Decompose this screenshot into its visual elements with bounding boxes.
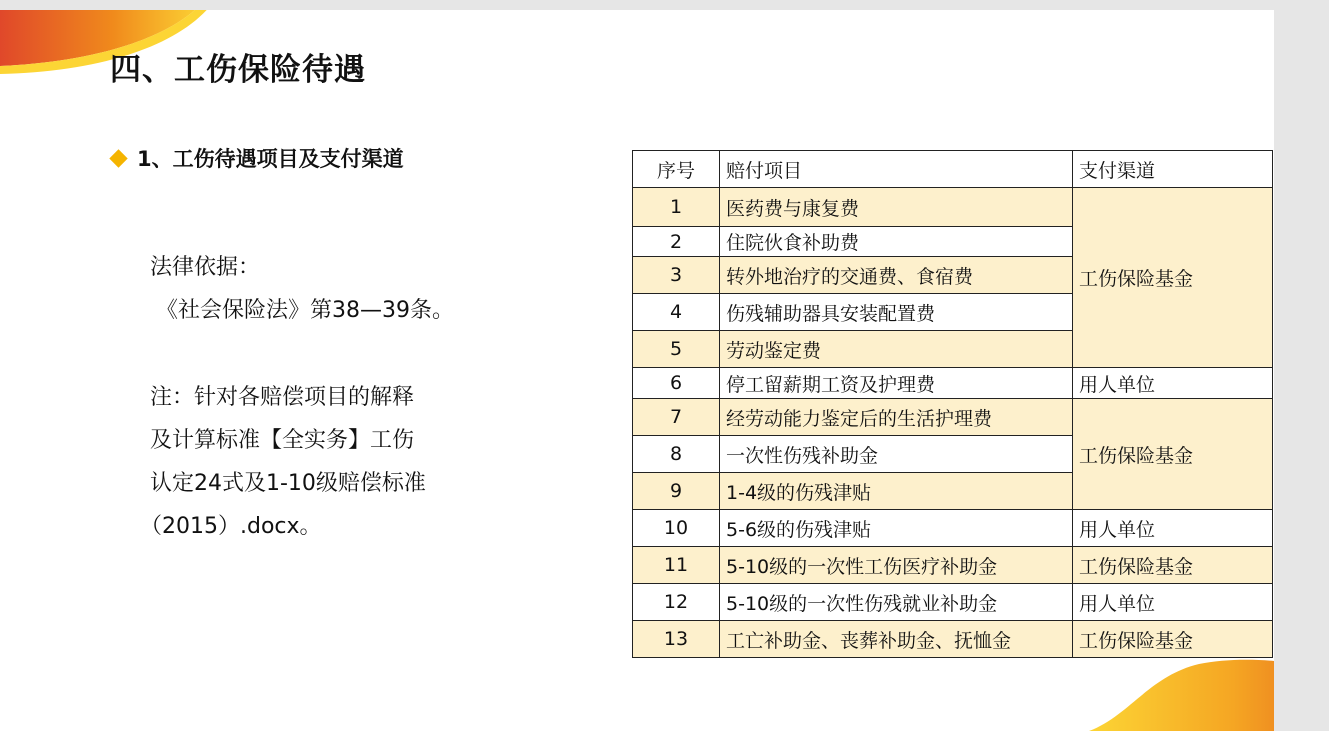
row-channel: 用人单位	[1073, 510, 1273, 547]
row-item: 转外地治疗的交通费、食宿费	[720, 257, 1073, 294]
row-channel: 工伤保险基金	[1073, 547, 1273, 584]
row-item: 伤残辅助器具安装配置费	[720, 294, 1073, 331]
row-channel: 用人单位	[1073, 368, 1273, 399]
table-row	[633, 547, 1273, 584]
note-line-4: （2015）.docx。	[140, 514, 322, 539]
table-row	[633, 584, 1273, 621]
header-item: 赔付项目	[720, 151, 1073, 188]
row-channel: 工伤保险基金	[1073, 399, 1273, 510]
table-header-row	[633, 151, 1273, 188]
note-line-3: 认定24式及1-10级赔偿标准	[150, 471, 426, 496]
row-item: 医药费与康复费	[720, 188, 1073, 227]
row-item: 1-4级的伤残津贴	[720, 473, 1073, 510]
page-title: 四、工伤保险待遇	[110, 52, 366, 88]
note	[140, 376, 426, 548]
table-row	[633, 368, 1273, 399]
row-channel: 用人单位	[1073, 584, 1273, 621]
row-item: 停工留薪期工资及护理费	[720, 368, 1073, 399]
header-channel: 支付渠道	[1073, 151, 1273, 188]
row-seq: 4	[633, 294, 720, 331]
row-seq: 8	[633, 436, 720, 473]
row-item: 5-10级的一次性伤残就业补助金	[720, 584, 1073, 621]
subtitle-text: 1、工伤待遇项目及支付渠道	[137, 147, 404, 171]
section-subtitle	[112, 143, 404, 173]
row-seq: 11	[633, 547, 720, 584]
row-seq: 2	[633, 227, 720, 257]
row-seq: 9	[633, 473, 720, 510]
row-channel: 工伤保险基金	[1073, 188, 1273, 368]
diamond-bullet-icon	[109, 149, 127, 167]
row-item: 经劳动能力鉴定后的生活护理费	[720, 399, 1073, 436]
row-item: 工亡补助金、丧葬补助金、抚恤金	[720, 621, 1073, 658]
row-seq: 10	[633, 510, 720, 547]
table-row	[633, 188, 1273, 227]
corner-decoration-bottom-right	[1089, 656, 1274, 731]
row-seq: 5	[633, 331, 720, 368]
row-item: 住院伙食补助费	[720, 227, 1073, 257]
row-seq: 7	[633, 399, 720, 436]
legal-basis-label: 法律依据：	[150, 255, 261, 280]
row-seq: 6	[633, 368, 720, 399]
row-item: 一次性伤残补助金	[720, 436, 1073, 473]
table-row	[633, 510, 1273, 547]
row-channel: 工伤保险基金	[1073, 621, 1273, 658]
row-item: 5-10级的一次性工伤医疗补助金	[720, 547, 1073, 584]
legal-basis-text: 《社会保险法》第38—39条。	[156, 298, 454, 323]
table-row	[633, 399, 1273, 436]
row-seq: 13	[633, 621, 720, 658]
row-seq: 1	[633, 188, 720, 227]
row-item: 5-6级的伤残津贴	[720, 510, 1073, 547]
row-seq: 12	[633, 584, 720, 621]
row-item: 劳动鉴定费	[720, 331, 1073, 368]
table-row	[633, 621, 1273, 658]
compensation-table	[632, 150, 1273, 658]
slide	[0, 10, 1274, 731]
legal-basis	[150, 246, 454, 332]
note-line-1: 注：针对各赔偿项目的解释	[150, 385, 415, 410]
note-line-2: 及计算标准【全实务】工伤	[150, 428, 415, 453]
header-seq: 序号	[633, 151, 720, 188]
row-seq: 3	[633, 257, 720, 294]
